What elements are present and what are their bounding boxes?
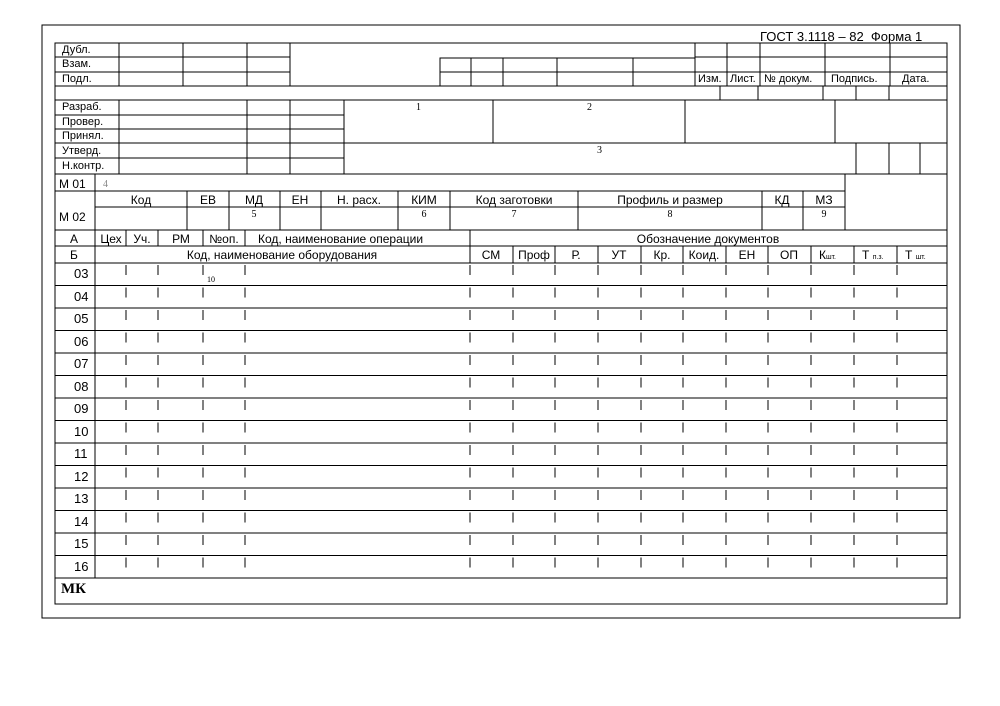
field-number-1: 1 — [416, 102, 421, 113]
row-number: 15 — [74, 536, 89, 551]
role-prover: Провер. — [62, 116, 104, 128]
col-documents: Обозначение документов — [636, 232, 780, 246]
row-number: 08 — [74, 378, 89, 394]
label-podl: Подл. — [62, 73, 92, 85]
col-prof: Проф — [518, 248, 550, 262]
col-list: Лист. — [730, 73, 756, 85]
role-utverd: Утверд. — [62, 145, 102, 157]
col-koid: Коид. — [688, 248, 720, 262]
col-rm: РМ — [172, 232, 190, 246]
row-m02-label: М 02 — [59, 210, 86, 224]
field-number-4: 4 — [103, 179, 108, 190]
col-n-rash: Н. расх. — [336, 193, 382, 207]
col-t-pz: Т п.з. — [862, 248, 884, 262]
field-number-6: 6 — [421, 209, 427, 220]
col-sm: СМ — [481, 248, 501, 262]
row-number: 16 — [74, 558, 89, 574]
col-mz: МЗ — [815, 193, 833, 207]
standard-title: ГОСТ 3.1118 – 82 Форма 1 — [760, 29, 923, 44]
field-number-7: 7 — [511, 209, 517, 220]
col-kod-zagotovki: Код заготовки — [475, 193, 553, 207]
col-op: ОП — [780, 248, 798, 262]
col-signature: Подпись. — [831, 73, 878, 85]
col-md: МД — [244, 193, 264, 207]
role-n-kontr: Н.контр. — [62, 160, 105, 172]
col-ceh: Цех — [100, 232, 122, 246]
col-operation: Код, наименование операции — [258, 232, 424, 246]
row-number: 12 — [74, 468, 89, 484]
label-dubl: Дубл. — [62, 44, 91, 56]
field-number-5: 5 — [251, 209, 257, 220]
field-number-8: 8 — [667, 209, 673, 220]
row-b-label: Б — [70, 248, 78, 262]
col-profil-razmer: Профиль и размер — [617, 193, 723, 207]
col-uch: Уч. — [133, 232, 151, 246]
inner-frame — [55, 43, 947, 604]
row-number: 04 — [74, 288, 89, 304]
row-number: 10 — [74, 423, 89, 439]
col-ut: УТ — [611, 248, 627, 262]
col-ev: ЕВ — [199, 193, 217, 207]
col-k-sht: Кшт. — [819, 248, 836, 262]
outer-frame — [42, 25, 960, 618]
col-kim: КИМ — [411, 193, 437, 207]
col-nop: №оп. — [209, 232, 239, 246]
row-number: 13 — [74, 491, 89, 506]
field-number-9: 9 — [821, 209, 827, 220]
row-a-label: А — [70, 232, 79, 246]
row-number: 07 — [74, 356, 89, 371]
row-lines — [55, 286, 947, 579]
col-kd: КД — [774, 193, 790, 207]
row-number: 09 — [74, 401, 89, 416]
field-number-3: 3 — [597, 145, 602, 156]
field-number-2: 2 — [587, 102, 592, 113]
row-number: 05 — [74, 311, 89, 326]
row-number: 03 — [74, 266, 89, 281]
col-equipment: Код, наименование оборудования — [186, 248, 378, 262]
row-number: 06 — [74, 333, 89, 349]
role-prinyal: Принял. — [62, 130, 104, 142]
row-ticks — [126, 265, 897, 568]
row-number: 11 — [74, 446, 88, 461]
label-vzam: Взам. — [62, 58, 92, 70]
field-number-10: 10 — [207, 275, 215, 284]
col-kr: Кр. — [653, 248, 671, 262]
col-date: Дата. — [902, 73, 930, 85]
form-code: МК — [61, 581, 87, 597]
col-en-b: ЕН — [738, 248, 756, 262]
col-en: ЕН — [291, 193, 309, 207]
col-doc-number: № докум. — [764, 73, 813, 85]
col-r: Р. — [571, 248, 581, 262]
col-kod: Код — [130, 193, 152, 207]
row-m01-label: М 01 — [59, 177, 86, 191]
col-t-sht: Т шт. — [905, 248, 926, 262]
row-number: 14 — [74, 513, 89, 529]
role-razrab: Разраб. — [62, 101, 102, 113]
col-izm: Изм. — [698, 73, 722, 85]
